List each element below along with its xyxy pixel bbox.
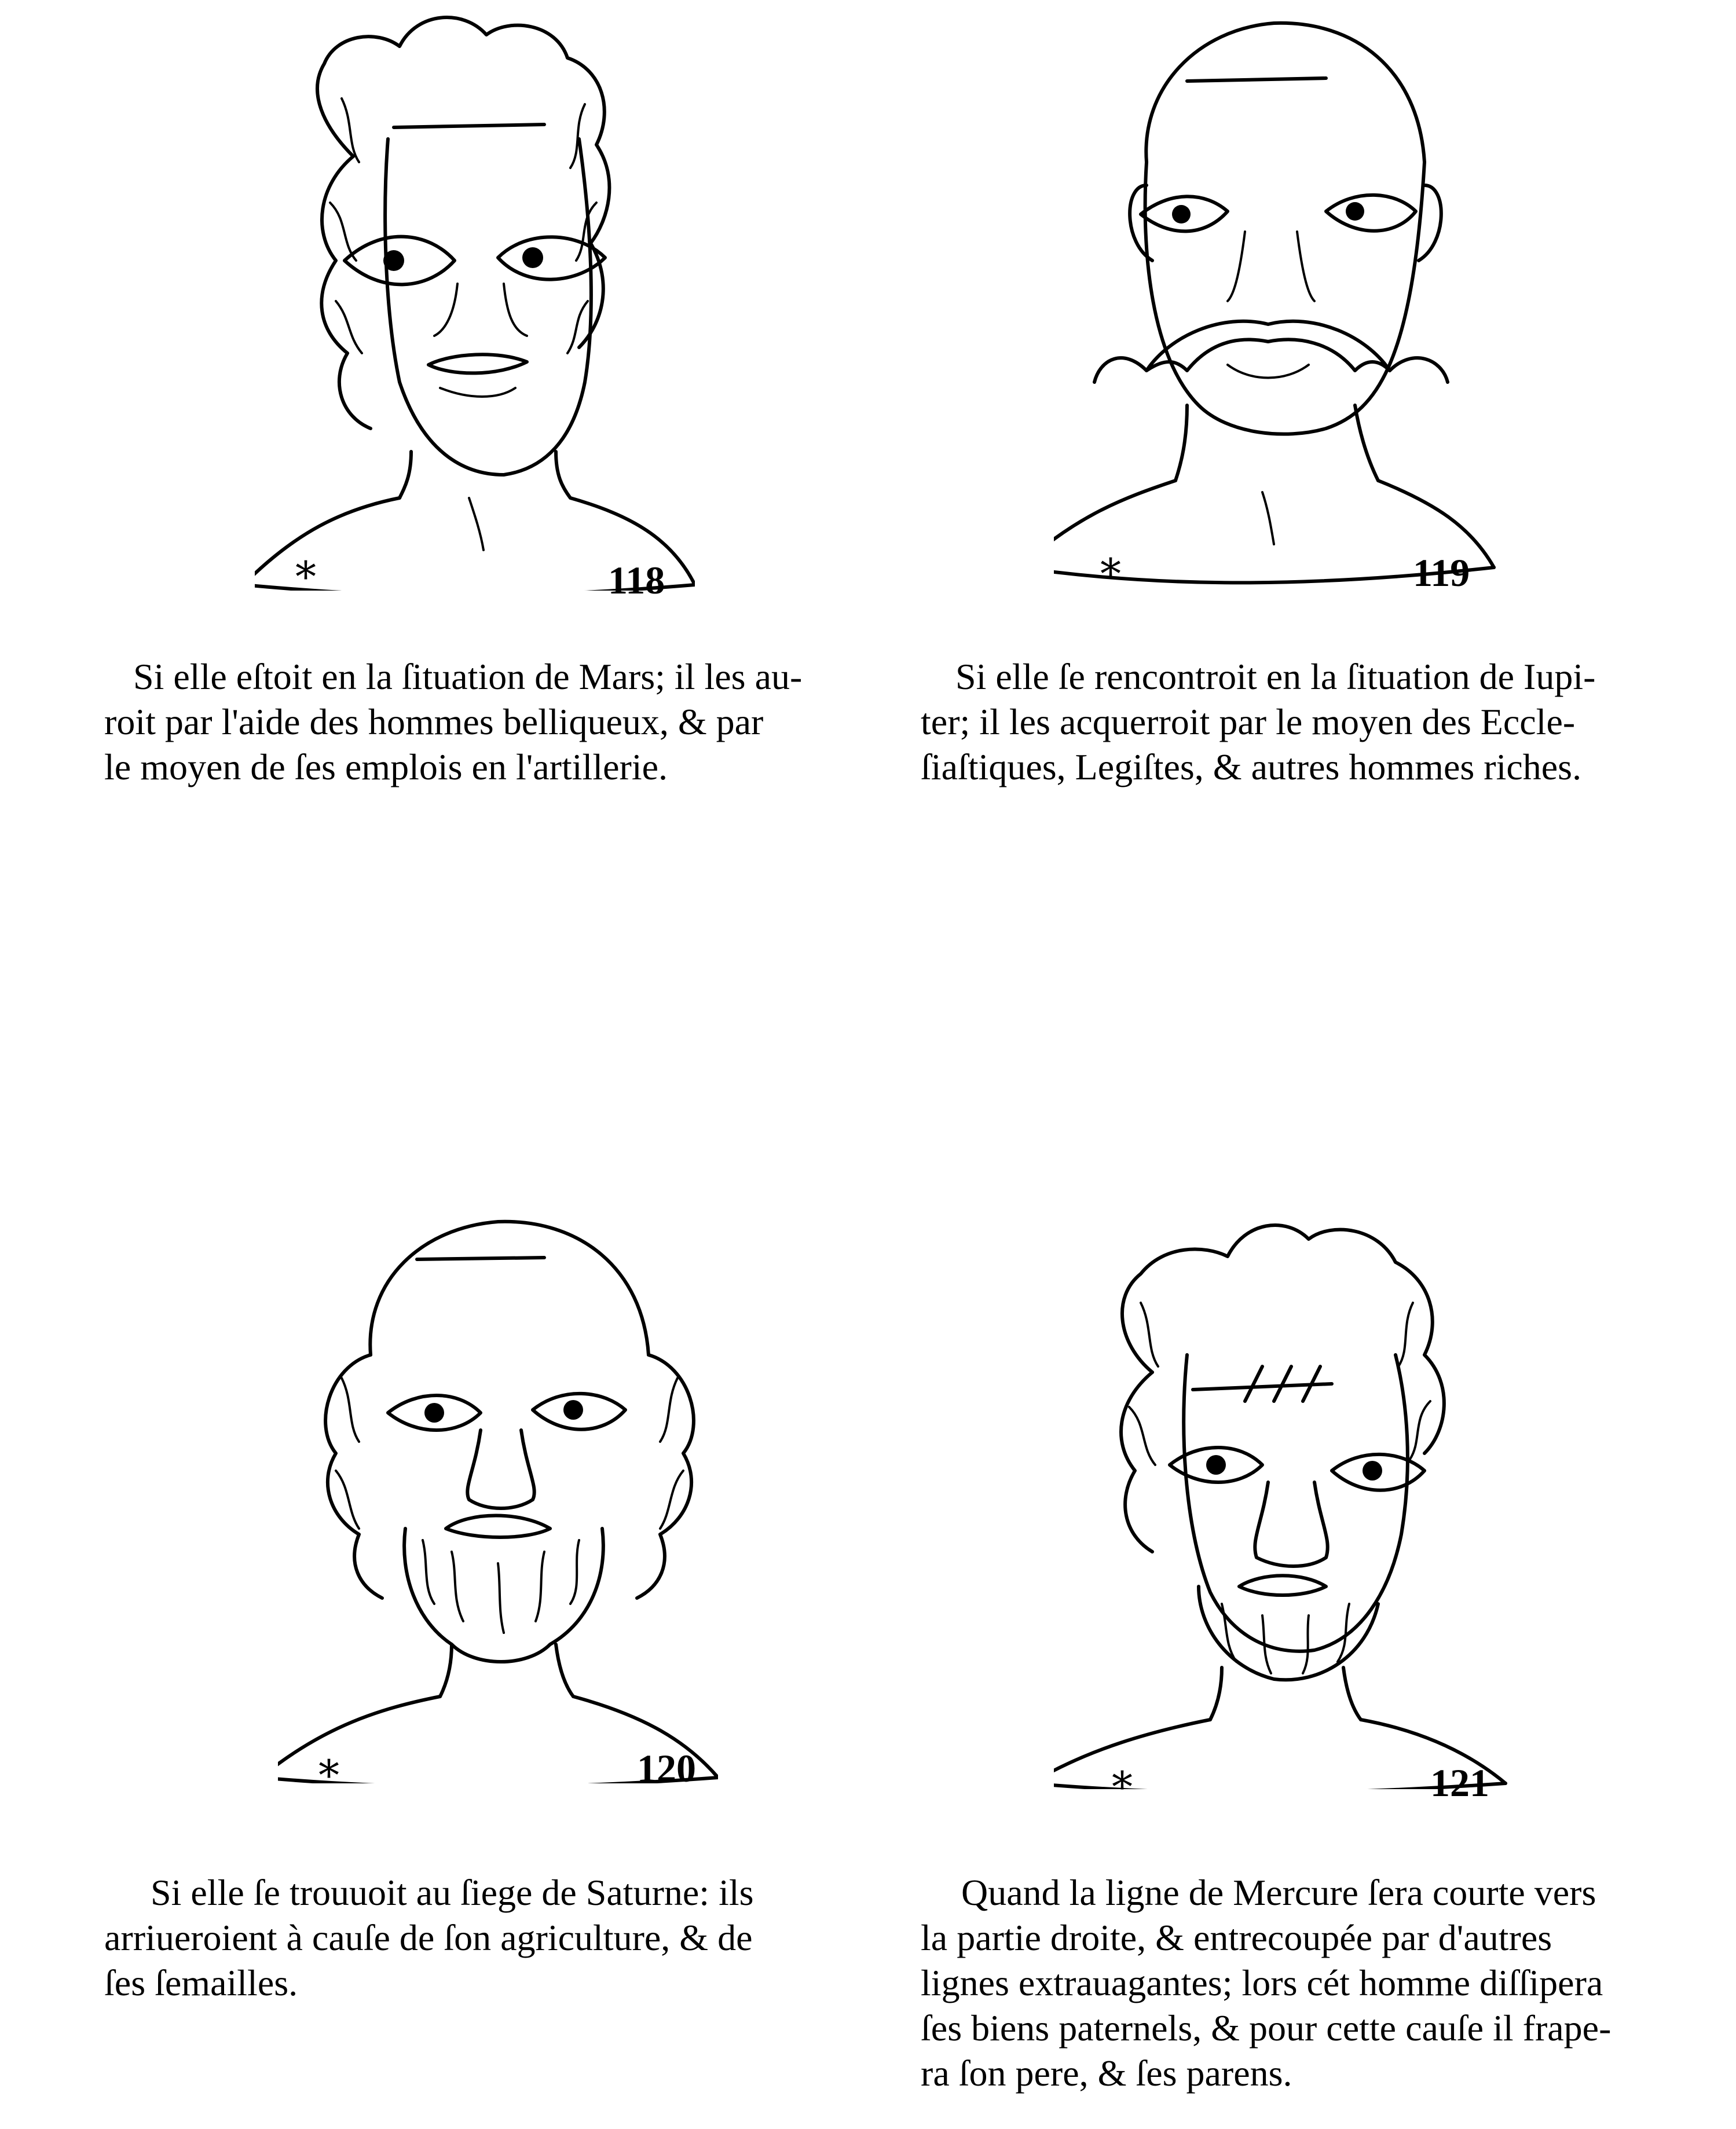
caption-line: le moyen de ſes emplois en l'artillerie. [104,746,668,787]
caption-line: la partie droite, & entrecoupée par d'autres [921,1917,1552,1958]
plate-120-caption [104,1870,869,2006]
plate-119-illustration [1054,12,1517,595]
caption-line: ſes ſemailles. [104,1962,298,2003]
plate-120-illustration [278,1204,718,1783]
face-bearded-illustration [278,1204,718,1783]
plate-119-marker: * [1100,549,1121,598]
plate-121-number: 121 [1430,1761,1489,1805]
caption-line: Quand la ligne de Mercure ſera courte vers [961,1872,1596,1913]
plate-121-marker: * [1112,1762,1133,1811]
plate-121-illustration [1054,1210,1517,1789]
caption-line: roit par l'aide des hommes belliqueux, & par [104,701,764,742]
caption-line: Si elle eſtoit en la ſituation de Mars; il les au- [133,656,803,697]
plate-119-caption [921,654,1685,790]
caption-line: arriueroient à cauſe de ſon agriculture, & de [104,1917,753,1958]
caption-line: Si elle ſe rencontroit en la ſituation de Iupi- [955,656,1596,697]
plate-118-marker: * [295,552,316,601]
plate-118-number: 118 [608,558,665,602]
plate-120-number: 120 [637,1746,696,1790]
caption-line: ra ſon pere, & ſes parens. [921,2053,1292,2094]
plate-119-number: 119 [1413,551,1470,595]
caption-line: lignes extrauagantes; lors cét homme diſſipera [921,1962,1603,2003]
face-curly-hair-illustration [255,12,695,591]
face-bald-mustache-illustration [1054,12,1517,595]
plate-118-caption [104,654,869,790]
plate-118-illustration [255,12,695,591]
caption-line: Si elle ſe trouuoit au ſiege de Saturne: ils [151,1872,754,1913]
caption-line: ter; il les acquerroit par le moyen des Eccle- [921,701,1576,742]
plate-120-marker: * [318,1751,339,1800]
caption-line: ſiaſtiques, Legiſtes, & autres hommes riches. [921,746,1582,787]
face-goatee-illustration [1054,1210,1517,1789]
caption-line: ſes biens paternels, & pour cette cauſe il frape- [921,2007,1612,2049]
plate-121-caption [921,1870,1691,2096]
